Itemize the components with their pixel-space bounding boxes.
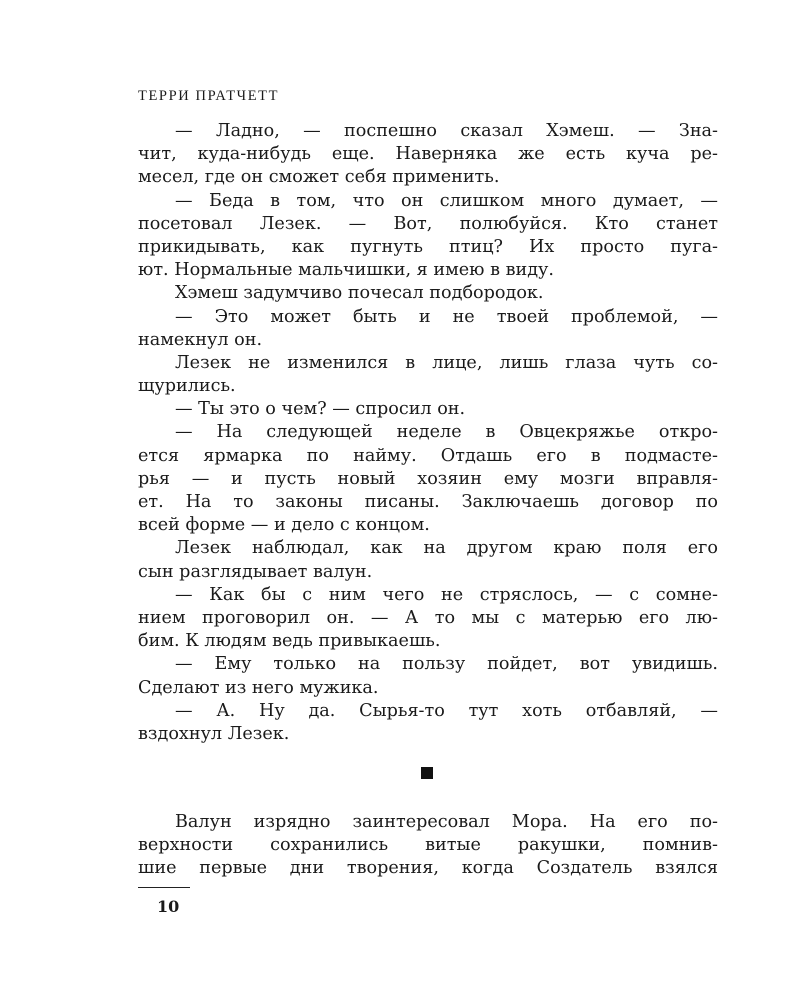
page-number: 10 xyxy=(157,897,180,916)
section-divider-square xyxy=(421,767,433,779)
text-line: шие первые дни творения, когда Создатель взялся xyxy=(138,858,718,879)
text-line: Хэмеш задумчиво почесал подбородок. xyxy=(175,283,544,304)
text-line: посетовал Лезек. — Вот, полюбуйся. Кто станет xyxy=(138,213,718,234)
text-line: — Ладно, — поспешно сказал Хэмеш. — Зна- xyxy=(175,121,718,141)
text-line: — Ты это о чем? — спросил он. xyxy=(175,399,466,420)
text-line: месел, где он сможет себя применить. xyxy=(138,167,500,188)
text-line: Сделают из него мужика. xyxy=(138,677,379,698)
text-line: рья — и пусть новый хозяин ему мозги вправля- xyxy=(138,468,718,489)
text-line: нием проговорил он. — А то мы с матерью его лю- xyxy=(138,607,718,628)
text-line: — На следующей неделе в Овцекряжье откро- xyxy=(175,422,718,443)
text-line: вздохнул Лезек. xyxy=(138,723,290,744)
text-line: — Беда в том, что он слишком много думает, — xyxy=(175,190,718,211)
text-line: бим. К людям ведь привыкаешь. xyxy=(138,631,441,652)
text-line: — Ему только на пользу пойдет, вот увидишь. xyxy=(175,654,718,675)
text-line: Лезек не изменился в лице, лишь глаза чуть со- xyxy=(175,352,718,373)
running-title: ТЕРРИ ПРАТЧЕТТ xyxy=(138,88,280,104)
text-line: щурились. xyxy=(138,376,236,397)
body-text-continued xyxy=(138,811,718,881)
text-line: — Это может быть и не твоей проблемой, — xyxy=(175,306,718,327)
text-line: ет. На то законы писаны. Заключаешь договор по xyxy=(138,492,718,512)
text-line: верхности сохранились витые ракушки, помнив- xyxy=(138,835,718,856)
text-line: — А. Ну да. Сырья-то тут хоть отбавляй, — xyxy=(175,700,718,721)
text-line: чит, куда-нибудь еще. Наверняка же есть куча ре- xyxy=(138,144,718,165)
text-line: намекнул он. xyxy=(138,329,263,350)
footer-rule xyxy=(138,887,190,888)
body-text xyxy=(138,120,718,746)
text-line: прикидывать, как пугнуть птиц? Их просто пуга- xyxy=(138,236,718,257)
text-line: Валун изрядно заинтересовал Мора. На его по- xyxy=(175,812,718,832)
text-line: Лезек наблюдал, как на другом краю поля его xyxy=(175,538,718,559)
text-line: ют. Нормальные мальчишки, я имею в виду. xyxy=(138,260,554,281)
text-line: — Как бы с ним чего не стряслось, — с сомне- xyxy=(175,584,718,605)
text-line: ется ярмарка по найму. Отдашь его в подмасте- xyxy=(138,445,718,466)
text-line: всей форме — и дело с концом. xyxy=(138,515,430,536)
text-line: сын разглядывает валун. xyxy=(138,561,373,582)
